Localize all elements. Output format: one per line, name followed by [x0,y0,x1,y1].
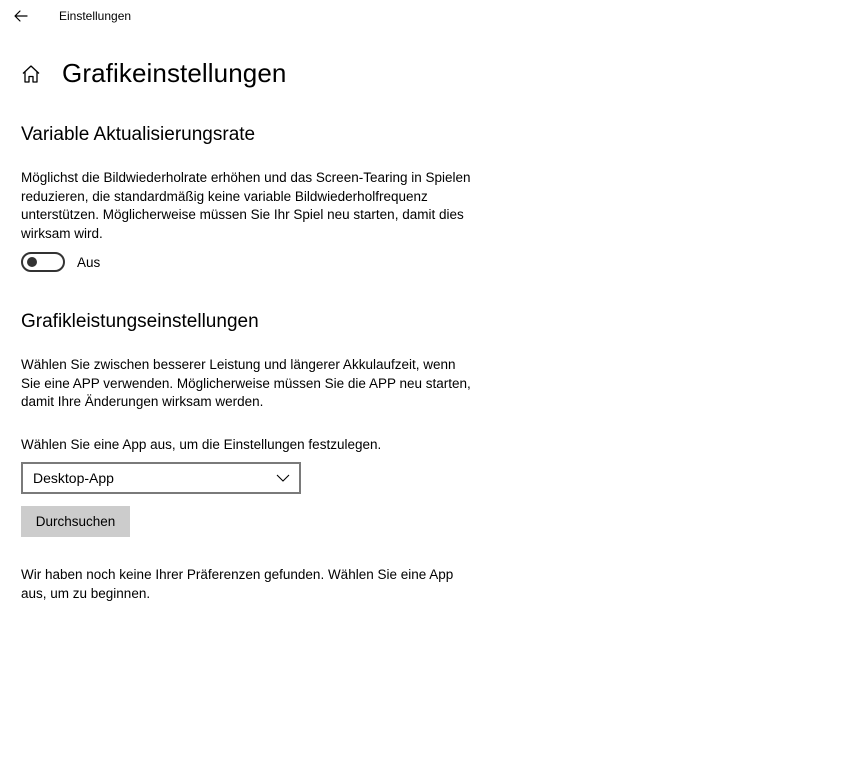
vrr-toggle[interactable] [21,252,65,272]
vrr-section-title: Variable Aktualisierungsrate [21,124,256,145]
performance-description: Wählen Sie zwischen besserer Leistung und längerer Akkulaufzeit, wenn Sie eine APP verwenden. Möglicherweise müssen Sie die APP neu starten, damit Ihre Änderungen wirksam werden. [21,357,471,409]
vrr-toggle-row [21,252,100,272]
page-header [20,56,286,90]
back-arrow-icon [14,10,28,22]
title-bar [0,0,848,32]
dropdown-value: Desktop-App [33,470,114,486]
performance-section-title: Grafikleistungseinstellungen [21,311,259,332]
app-type-dropdown[interactable] [21,462,301,494]
page-title: Grafikeinstellungen [62,57,287,88]
browse-button[interactable]: Durchsuchen [21,506,130,537]
chevron-down-icon [275,470,291,486]
window-title: Einstellungen [59,9,132,23]
vrr-toggle-state: Aus [77,254,101,270]
empty-preferences-message: Wir haben noch keine Ihrer Präferenzen gefunden. Wählen Sie eine App aus, um zu beginnen. [21,567,454,601]
back-button[interactable] [8,4,34,28]
home-icon[interactable] [20,63,42,85]
select-app-prompt: Wählen Sie eine App aus, um die Einstellungen festzulegen. [21,437,382,452]
vrr-description: Möglichst die Bildwiederholrate erhöhen und das Screen-Tearing in Spielen reduzieren, die standardmäßig keine variable Bildwiederholfrequenz unterstützen. Möglicherweise müssen Sie Ihr Spiel neu starten, damit dies wirksam wird. [21,170,471,241]
toggle-knob [27,257,37,267]
